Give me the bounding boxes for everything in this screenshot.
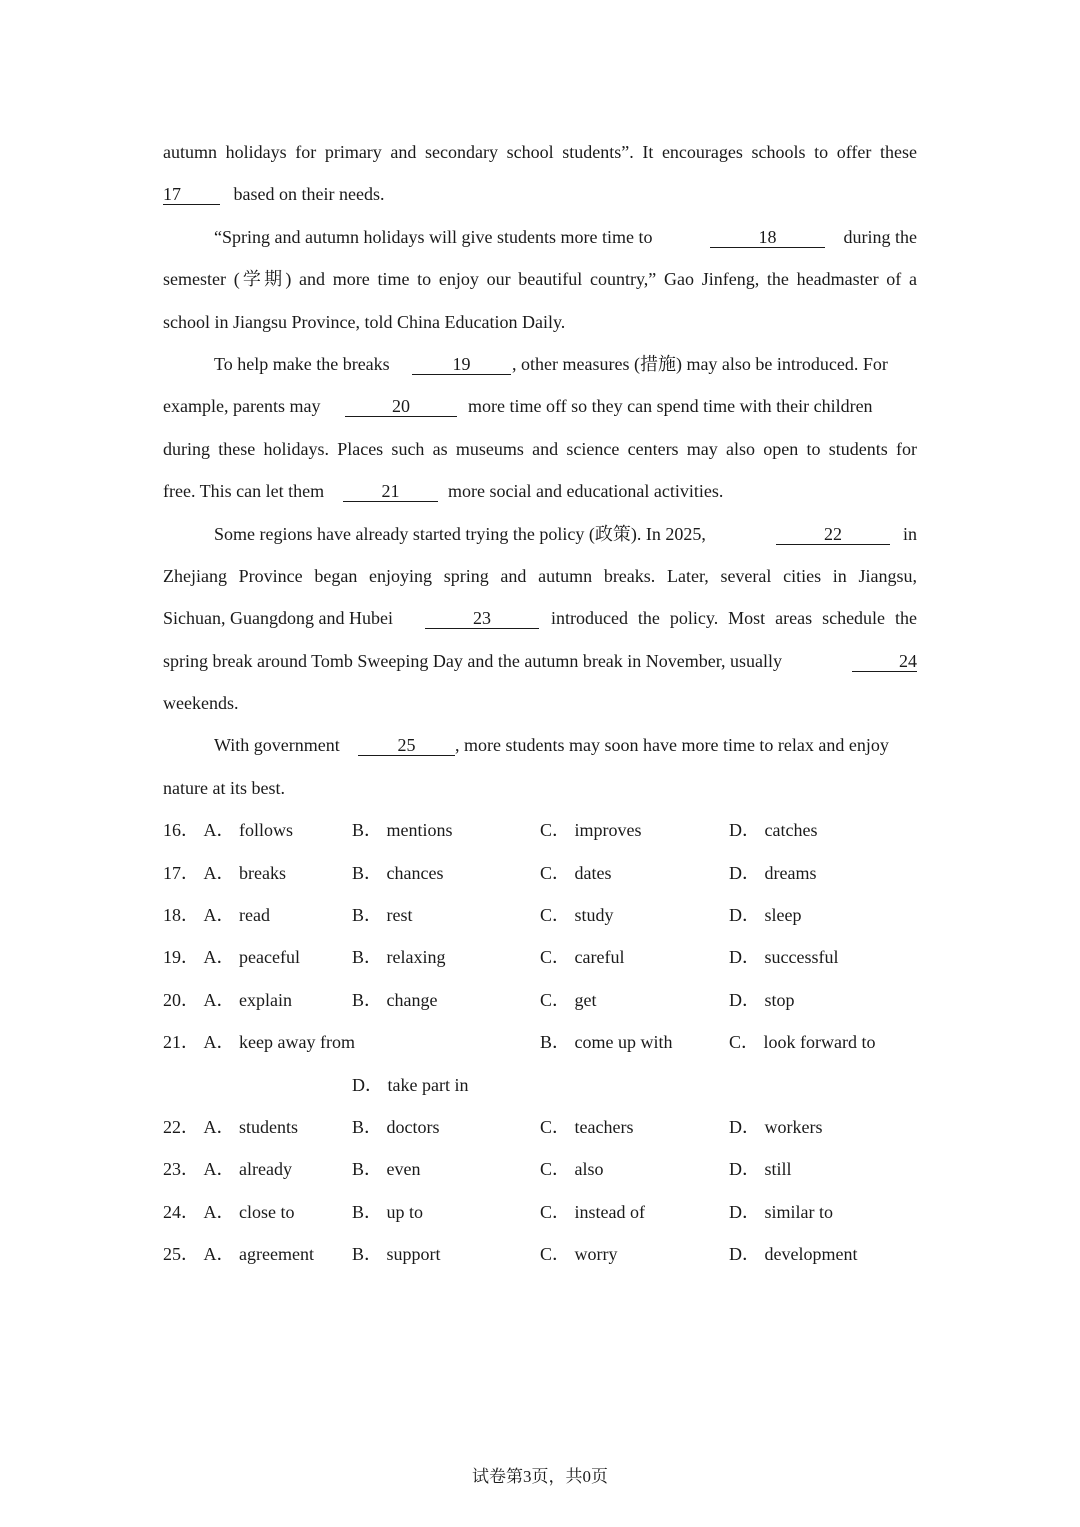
question-option-b: B． up to (352, 1201, 424, 1222)
question-option-d: D． sleep (729, 905, 802, 926)
question-option-d: D． similar to (729, 1201, 833, 1222)
question-option-b: B． relaxing (352, 947, 446, 968)
question-option-d: D． development (729, 1244, 858, 1265)
passage-line: nature at its best. (163, 777, 285, 798)
passage-text: in (902, 523, 917, 544)
question-17 (163, 852, 917, 894)
question-option-a: 23． A． already (163, 1159, 292, 1180)
passage-text: introduced the policy. Most areas schedule the (551, 608, 917, 629)
blank-24: 24 (852, 651, 917, 672)
question-option-a: 22． A． students (163, 1116, 298, 1137)
passage-text: during the (843, 226, 917, 247)
question-option-d: D． still (729, 1159, 792, 1180)
question-24 (163, 1191, 917, 1233)
passage-line (163, 385, 917, 427)
blank-23: 23 (425, 608, 539, 629)
passage-line (163, 724, 917, 766)
question-option-c: C． instead of (540, 1201, 645, 1222)
question-option-d: D． stop (729, 989, 795, 1010)
question-18 (163, 894, 917, 936)
page-footer: 试卷第3页，共0页 (472, 1467, 608, 1486)
question-option-c: C． dates (540, 862, 612, 883)
passage-line (163, 343, 917, 385)
passage-line (163, 173, 917, 215)
passage-line: school in Jiangsu Province, told China Education Daily. (163, 311, 566, 332)
passage-line (163, 640, 917, 682)
passage-line: weekends. (163, 693, 239, 714)
passage-text: , more students may soon have more time to relax and enjoy (455, 735, 889, 756)
blank-20: 20 (345, 396, 457, 417)
passage-text: With government (214, 735, 340, 756)
question-option-d: D． catches (729, 820, 818, 841)
passage-line (163, 216, 917, 258)
passage-text: more time off so they can spend time with their children (468, 396, 873, 417)
question-option-d: D． workers (729, 1116, 823, 1137)
passage-text: , other measures (措施) may also be introduced. For (512, 353, 888, 374)
question-list (163, 809, 917, 1275)
question-option-b: B． mentions (352, 820, 453, 841)
passage-line: Zhejiang Province began enjoying spring and autumn breaks. Later, several cities in Jiangsu, (163, 565, 917, 586)
question-option-b: B． chances (352, 862, 444, 883)
question-option-b: B． even (352, 1159, 421, 1180)
question-option-a: 24． A． close to (163, 1201, 295, 1222)
question-option-d: D． dreams (729, 862, 817, 883)
question-option-b: B． come up with (540, 1032, 673, 1053)
passage-text: “Spring and autumn holidays will give students more time to (214, 226, 653, 247)
blank-18: 18 (710, 227, 825, 248)
exam-page (163, 131, 917, 1276)
question-option-b: B． doctors (352, 1116, 440, 1137)
passage-line (163, 513, 917, 555)
blank-22: 22 (776, 524, 890, 545)
passage-text: free. This can let them (163, 481, 325, 502)
question-option-b: B． rest (352, 905, 413, 926)
passage-text: more social and educational activities. (448, 481, 724, 502)
question-option-a: 25． A． agreement (163, 1244, 314, 1265)
question-21-continued (163, 1064, 917, 1106)
passage-text: example, parents may (163, 396, 321, 417)
question-22 (163, 1106, 917, 1148)
question-option-c: C． teachers (540, 1116, 634, 1137)
question-20 (163, 979, 917, 1021)
passage-line: during these holidays. Places such as museums and science centers may also open to students for (163, 438, 917, 459)
passage-line (163, 597, 917, 639)
question-option-d: D． take part in (352, 1074, 469, 1095)
question-option-b: B． change (352, 989, 438, 1010)
passage-text: Some regions have already started trying the policy (政策). In 2025, (214, 523, 706, 544)
blank-19: 19 (412, 354, 511, 375)
blank-25: 25 (358, 735, 455, 756)
question-option-c: C． look forward to (729, 1032, 876, 1053)
passage-text: Sichuan, Guangdong and Hubei (163, 608, 393, 629)
question-option-a: 18． A． read (163, 905, 270, 926)
question-option-c: C． worry (540, 1244, 618, 1265)
question-option-a: 19． A． peaceful (163, 947, 300, 968)
question-option-c: C． careful (540, 947, 625, 968)
question-19 (163, 936, 917, 978)
question-option-a: 21． A． keep away from (163, 1032, 355, 1053)
question-23 (163, 1148, 917, 1190)
question-25 (163, 1233, 917, 1275)
question-option-c: C． get (540, 989, 597, 1010)
question-21 (163, 1021, 917, 1063)
question-16 (163, 809, 917, 851)
question-option-a: 20． A． explain (163, 989, 292, 1010)
passage-text: based on their needs. (233, 184, 385, 205)
question-option-c: C． improves (540, 820, 642, 841)
question-option-a: 16． A． follows (163, 820, 293, 841)
question-option-d: D． successful (729, 947, 839, 968)
blank-17: 17 (163, 184, 220, 205)
passage-line: semester (学期) and more time to enjoy our beautiful country,” Gao Jinfeng, the headmaster of a (163, 269, 917, 290)
passage-text: To help make the breaks (214, 353, 390, 374)
question-option-a: 17． A． breaks (163, 862, 286, 883)
passage-line: autumn holidays for primary and secondary school students”. It encourages schools to offer these (163, 142, 917, 162)
blank-21: 21 (343, 481, 438, 502)
question-option-c: C． study (540, 905, 614, 926)
question-option-b: B． support (352, 1244, 441, 1265)
passage-text: spring break around Tomb Sweeping Day and the autumn break in November, usually (163, 650, 783, 671)
question-option-c: C． also (540, 1159, 604, 1180)
passage-line (163, 470, 917, 512)
